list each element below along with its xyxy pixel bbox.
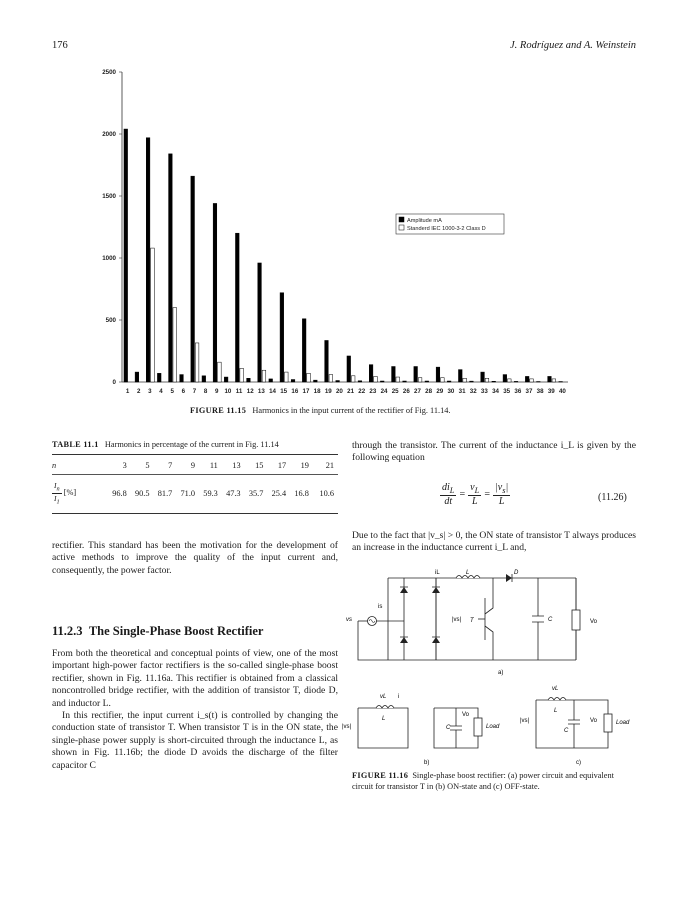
equation-11-26: $\frac{di_L}{dt}$ = $\frac{v_L}{L}$ = $\frac{|v_s|}{L}$	[442, 482, 509, 507]
bar-amplitude	[191, 176, 195, 382]
bar-amplitude	[291, 380, 295, 382]
figure-text: Single-phase boost rectifier: (a) power circuit and equivalent circuit for transistor T in (b) ON-state and (c) OFF-state.	[352, 771, 614, 791]
table-value-cell: 71.0	[180, 488, 196, 498]
running-head: J. Rodríguez and A. Weinstein	[510, 40, 636, 51]
bar-standard	[307, 373, 311, 382]
section-title: The Single-Phase Boost Rectifier	[88, 624, 264, 638]
x-tick-label: 40	[558, 388, 566, 395]
label-L: L	[466, 570, 470, 576]
figure-label: FIGURE 11.15	[190, 406, 247, 415]
table-value-cell: 10.6	[319, 488, 334, 498]
label-vs-abs-c: |vs|	[520, 718, 530, 724]
bar-amplitude	[481, 372, 485, 382]
bar-amplitude	[258, 263, 262, 382]
bar-standard	[151, 248, 155, 382]
left-paragraph-1: rectifier. This standard has been the motivation for the development of active methods to improve the quality of the input current and, consequently, the power factor.	[52, 540, 338, 576]
label-vL-c: vL	[552, 686, 559, 692]
y-tick-label: 0	[112, 379, 116, 386]
bar-amplitude	[325, 340, 329, 382]
x-tick-label: 19	[324, 388, 332, 395]
bar-amplitude	[425, 381, 429, 382]
label-load-c: Load	[616, 720, 630, 726]
y-tick-label: 1500	[102, 193, 116, 200]
bar-amplitude	[124, 129, 128, 382]
table-n-cell: 19	[300, 461, 309, 471]
bar-amplitude	[336, 381, 340, 382]
label-Vo-c: Vo	[590, 718, 598, 724]
x-tick-label: 26	[402, 388, 410, 395]
bar-amplitude	[358, 381, 362, 382]
label-is: is	[378, 604, 383, 610]
table-11-1	[52, 458, 338, 512]
bar-amplitude	[414, 367, 418, 383]
x-tick-label: 3	[148, 388, 152, 395]
bar-amplitude	[548, 376, 552, 382]
x-tick-label: 13	[257, 388, 265, 395]
label-C-b: C	[446, 725, 451, 731]
bar-standard	[329, 375, 333, 382]
bar-amplitude	[213, 203, 217, 382]
x-tick-label: 4	[159, 388, 163, 395]
table-value-cell: 25.4	[271, 488, 287, 498]
bar-standard	[530, 379, 534, 382]
table-header-n: n	[52, 461, 57, 471]
x-tick-label: 10	[224, 388, 232, 395]
x-tick-label: 30	[447, 388, 455, 395]
bar-standard	[396, 377, 400, 382]
boost-rectifier-circuit	[338, 568, 638, 768]
bar-amplitude	[436, 367, 440, 382]
bar-amplitude	[302, 319, 306, 382]
table-row-unit: [%]	[63, 488, 77, 498]
x-tick-label: 17	[302, 388, 310, 395]
bar-amplitude	[280, 293, 284, 382]
table-value-cell: 90.5	[135, 488, 150, 498]
x-tick-label: 9	[215, 388, 219, 395]
bar-standard	[463, 378, 467, 382]
left-paragraph-3: In this rectifier, the input current i_s(t) is controlled by changing the conduction state of transistor T. When transistor T is in the ON state, the single-phase power supply is short-circuited through the inductance L, as shown in Fig. 11.16b; the diode D avoids the discharge of the filter capacitor C	[52, 710, 338, 771]
bar-amplitude	[224, 377, 228, 382]
figure-text: Harmonics in the input current of the rectifier of Fig. 11.14.	[252, 406, 451, 415]
table-bottom-rule	[52, 513, 338, 514]
table-n-cell: 17	[277, 461, 287, 471]
bar-standard	[485, 378, 489, 382]
x-tick-label: 2	[136, 388, 141, 395]
table-row-fraction: $\frac{I_n}{I_1}$	[54, 481, 60, 506]
figure-label: FIGURE 11.16	[352, 771, 409, 780]
x-tick-label: 29	[436, 388, 444, 395]
x-tick-label: 20	[335, 388, 343, 395]
x-tick-label: 22	[358, 388, 366, 395]
table-top-rule	[52, 454, 338, 455]
bar-amplitude	[247, 378, 251, 382]
bar-amplitude	[202, 376, 206, 382]
bar-standard	[441, 378, 445, 382]
bar-amplitude	[235, 233, 239, 382]
bar-amplitude	[470, 381, 474, 382]
legend-swatch	[399, 225, 404, 230]
bar-amplitude	[525, 376, 529, 382]
x-tick-label: 5	[170, 388, 174, 395]
bar-amplitude	[135, 372, 139, 382]
table-label: TABLE 11.1	[52, 440, 99, 449]
bar-amplitude	[492, 381, 496, 382]
label-L-c: L	[554, 708, 558, 714]
bar-standard	[173, 308, 177, 382]
bar-amplitude	[403, 381, 407, 382]
bar-amplitude	[146, 138, 150, 382]
bar-standard	[195, 343, 199, 382]
table-n-cell: 21	[325, 461, 334, 471]
bar-amplitude	[447, 381, 451, 382]
bar-amplitude	[514, 381, 518, 382]
table-n-cell: 15	[255, 461, 264, 471]
x-tick-label: 33	[480, 388, 488, 395]
x-tick-label: 1	[125, 388, 130, 395]
x-tick-label: 23	[369, 388, 377, 395]
label-C-c: C	[564, 728, 569, 734]
x-tick-label: 12	[246, 388, 254, 395]
bar-amplitude	[169, 154, 173, 382]
x-tick-label: 32	[469, 388, 477, 395]
label-Vo: Vo	[590, 619, 598, 625]
bar-amplitude	[380, 381, 384, 382]
right-paragraph-1: through the transistor. The current of the inductance i_L is given by the following equation	[352, 440, 636, 464]
bar-standard	[218, 362, 222, 382]
y-tick-label: 2000	[102, 131, 116, 138]
label-load-b: Load	[486, 724, 500, 730]
table-value-cell: 59.3	[203, 488, 218, 498]
table-value-cell: 47.3	[226, 488, 241, 498]
table-n-cell: 3	[122, 461, 127, 471]
bar-amplitude	[269, 379, 273, 382]
x-tick-label: 37	[525, 388, 533, 395]
bar-standard	[284, 372, 288, 382]
x-tick-label: 27	[414, 388, 421, 395]
x-tick-label: 25	[391, 388, 399, 395]
legend-label: Amplitude mA	[407, 218, 442, 224]
x-tick-label: 39	[547, 388, 555, 395]
x-tick-label: 7	[192, 388, 197, 395]
bar-amplitude	[157, 373, 161, 382]
x-tick-label: 6	[181, 388, 186, 395]
x-tick-label: 15	[280, 388, 288, 395]
x-tick-label: 14	[269, 388, 276, 395]
label-i-b: i	[398, 694, 400, 700]
section-heading	[52, 624, 263, 639]
y-tick-label: 500	[105, 317, 116, 324]
table-n-cell: 5	[145, 461, 150, 471]
y-tick-label: 1000	[102, 255, 116, 262]
bar-amplitude	[369, 365, 373, 382]
label-L-b: L	[382, 716, 386, 722]
table-title: Harmonics in percentage of the current in Fig. 11.14	[104, 440, 279, 449]
label-D: D	[514, 570, 519, 576]
label-c: c)	[576, 760, 581, 766]
bar-standard	[418, 378, 422, 382]
x-tick-label: 38	[536, 388, 544, 395]
bar-amplitude	[180, 375, 184, 382]
label-b: b)	[424, 760, 430, 766]
table-n-cell: 7	[168, 461, 173, 471]
bar-standard	[507, 379, 511, 382]
table-n-cell: 11	[209, 461, 218, 471]
table-11-1-caption	[52, 440, 279, 449]
bar-standard	[262, 370, 266, 382]
x-tick-label: 34	[492, 388, 499, 395]
bar-standard	[240, 368, 244, 382]
x-tick-label: 16	[291, 388, 299, 395]
x-tick-label: 31	[458, 388, 466, 395]
x-tick-label: 18	[313, 388, 321, 395]
section-number: 11.2.3	[52, 624, 83, 638]
x-tick-label: 8	[203, 388, 208, 395]
left-paragraph-2: From both the theoretical and conceptual points of view, one of the most important high-power factor rectifiers is the so-called single-phase boost rectifier, shown in Fig. 11.16a. This rectifier is obtained from a classical noncontrolled bridge rectifier, with the addition of transistor T, diode D, and inductor L. In this rectifier, the input current i_s(t) is controlled by changing the conduction state of transistor T. When transistor T is in the ON state, the single-phase power supply is short-circuited through the inductance L, as shown in Fig. 11.16b; the diode D avoids the discharge of the filter capacitor C	[52, 648, 338, 771]
bar-standard	[552, 379, 556, 382]
table-n-cell: 13	[232, 461, 241, 471]
figure-11-15-caption	[190, 406, 450, 415]
figure-11-16-caption	[352, 770, 636, 792]
bar-amplitude	[314, 380, 318, 382]
right-paragraph-2: Due to the fact that |v_s| > 0, the ON state of transistor T always produces an increase in the inductance current i_L and,	[352, 530, 636, 554]
page-number: 176	[52, 40, 68, 51]
label-Vo-b: Vo	[462, 712, 470, 718]
x-tick-label: 24	[380, 388, 388, 395]
table-value-cell: 96.8	[112, 488, 127, 498]
x-tick-label: 11	[235, 388, 243, 395]
label-iL: iL	[435, 570, 440, 576]
harmonics-bar-chart	[90, 62, 580, 402]
x-tick-label: 21	[347, 388, 355, 395]
x-tick-label: 28	[425, 388, 433, 395]
label-C: C	[548, 617, 553, 623]
legend-label: Standerd IEC 1000-3-2 Class D	[407, 226, 486, 232]
table-value-cell: 16.8	[294, 488, 309, 498]
bar-standard	[351, 376, 355, 382]
legend-swatch	[399, 217, 404, 222]
label-vL-b: vL	[380, 694, 387, 700]
label-vs-abs-b: |vs|	[342, 724, 352, 730]
bar-amplitude	[503, 375, 507, 382]
bar-standard	[374, 376, 378, 382]
bar-amplitude	[392, 367, 396, 383]
table-n-cell: 9	[190, 461, 196, 471]
table-value-cell: 81.7	[157, 488, 173, 498]
table-value-cell: 35.7	[248, 488, 264, 498]
y-tick-label: 2500	[102, 69, 116, 76]
x-tick-label: 35	[503, 388, 511, 395]
bar-amplitude	[347, 356, 351, 382]
label-a: a)	[498, 670, 504, 676]
equation-number: (11.26)	[598, 492, 627, 503]
x-tick-label: 36	[514, 388, 522, 395]
label-T: T	[470, 618, 474, 624]
label-vs-abs: |vs|	[452, 617, 462, 623]
label-vs: vs	[346, 617, 352, 623]
bar-amplitude	[458, 370, 462, 382]
